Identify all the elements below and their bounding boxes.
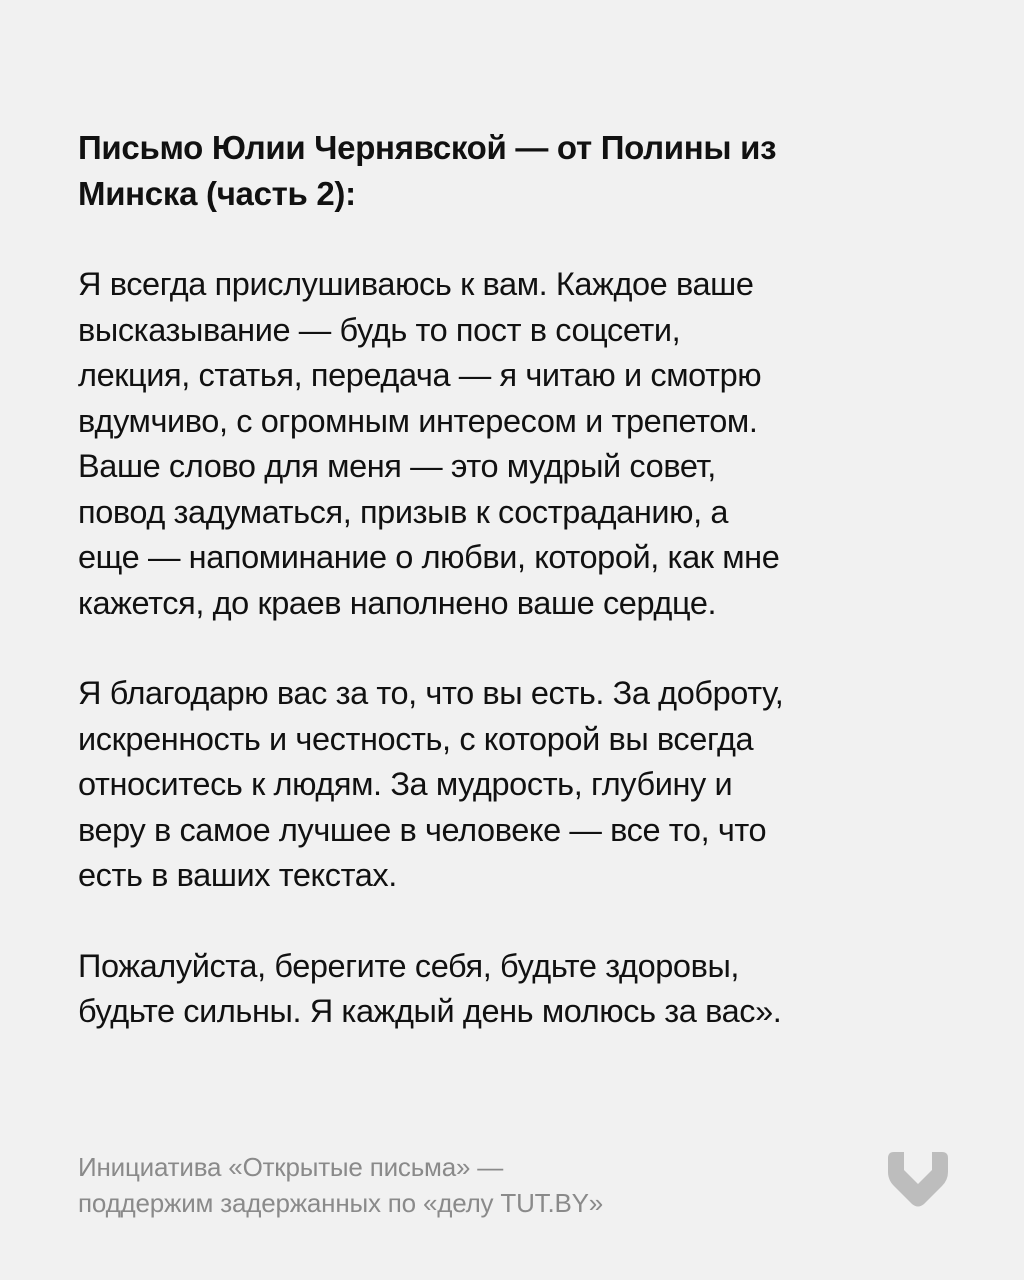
footer-line: поддержим задержанных по «делу TUT.BY» [78,1188,604,1218]
text-line: веру в самое лучшее в человеке — все то, что [78,811,767,848]
letter-paragraph-2 [78,671,968,899]
footer-line: Инициатива «Открытые письма» — [78,1152,504,1182]
text-line: относитесь к людям. За мудрость, глубину и [78,766,733,802]
text-line: еще — напоминание о любви, которой, как мне [78,539,780,575]
paragraph-gap [78,899,968,944]
text-line: искренность и честность, с которой вы всегда [78,720,754,757]
text-line: лекция, статья, передача — я читаю и смотрю [78,357,762,393]
text-line: высказывание — будь то пост в соцсети, [78,311,681,348]
text-line: вдумчиво, с огромным интересом и трепетом. [78,402,758,439]
letter-title [78,125,968,217]
paragraph-gap [78,217,968,262]
text-line: Я благодарю вас за то, что вы есть. За доброту, [78,675,784,711]
letter-title-line: Минска (часть 2): [78,175,356,212]
letter-paragraph-1 [78,262,968,626]
text-line: повод задуматься, призыв к состраданию, а [78,493,729,530]
shield-check-logo-icon [886,1150,950,1208]
letter-title-line: Письмо Юлии Чернявской — от Полины из [78,129,777,166]
paragraph-gap [78,626,968,671]
letter-paragraph-3 [78,944,968,1035]
text-line: Я всегда прислушиваюсь к вам. Каждое ваше [78,266,754,302]
text-line: будьте сильны. Я каждый день молюсь за вас». [78,993,782,1029]
letter-content [78,125,968,1035]
logo-shape [888,1152,948,1207]
text-line: есть в ваших текстах. [78,857,397,893]
text-line: кажется, до краев наполнено ваше сердце. [78,584,717,621]
text-line: Пожалуйста, берегите себя, будьте здоровы, [78,947,740,984]
footer-caption [78,1149,858,1221]
text-line: Ваше слово для меня — это мудрый совет, [78,448,716,484]
